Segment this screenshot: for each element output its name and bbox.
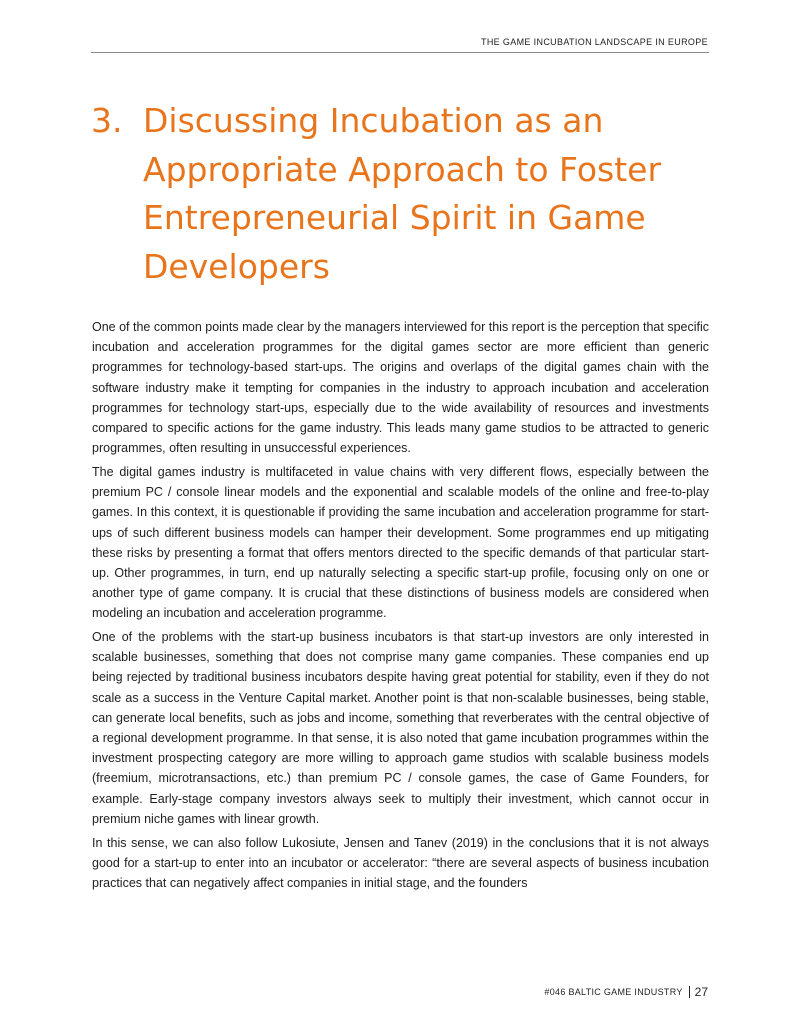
paragraph: The digital games industry is multifaceted in value chains with very different flows, especially between the premium PC / console linear models and the exponential and scalable models of the online and free-to-play games. In this context, it is questionable if providing the same incubation and acceleration programme for start-ups of such different business models can hamper their development. Some programmes end up mitigating these risks by presenting a format that offers mentors directed to the specific demands of that particular start-up. Other programmes, in turn, end up naturally selecting a specific start-up profile, focusing only on one or another type of game company. It is crucial that these distinctions of business models are considered when modeling an incubation and acceleration programme. — [92, 464, 709, 621]
paragraph: One of the common points made clear by the managers interviewed for this report is the perception that specific incubation and acceleration programmes for the digital games sector are more efficient than generic programmes for technology-based start-ups. The origins and overlaps of the digital games chain with the software industry make it tempting for companies in the industry to approach incubation and acceleration programmes for technology start-ups, especially due to the wide availability of resources and investments compared to specific actions for the game industry. This leads many game studios to be attracted to generic programmes, often resulting in unsuccessful experiences. — [92, 320, 709, 456]
footer-publication: #046 BALTIC GAME INDUSTRY — [544, 987, 683, 997]
header-rule — [91, 52, 709, 53]
section-heading — [91, 97, 711, 291]
paragraph: In this sense, we can also follow Lukosiute, Jensen and Tanev (2019) in the conclusions that it is not always good for a start-up to enter into an incubator or accelerator: “there are several aspects of business incubation practices that can negatively affect companies in initial stage, and the founders — [92, 835, 709, 890]
section-title: Discussing Incubation as an Appropriate Approach to Foster Entrepreneurial Spirit in Game Developers — [143, 101, 662, 286]
body-text — [92, 317, 709, 897]
page-number: 27 — [694, 985, 708, 999]
footer-separator — [689, 986, 690, 998]
page-footer — [544, 985, 708, 999]
paragraph: One of the problems with the start-up business incubators is that start-up investors are only interested in scalable businesses, something that does not comprise many game companies. These companies end up being rejected by traditional business incubators despite having great potential for stability, even if they do not scale as a success in the Venture Capital market. Another point is that non-scalable businesses, being stable, can generate local benefits, such as jobs and income, something that reverberates with the central objective of a regional development programme. In that sense, it is also noted that game incubation programmes within the investment prospecting category are more willing to approach game studios with scalable business models (freemium, microtransactions, etc.) than premium PC / console games, the case of Game Founders, for example. Early-stage company investors always seek to multiply their investment, which cannot occur in premium niche games with linear growth. — [92, 630, 709, 826]
running-header: THE GAME INCUBATION LANDSCAPE IN EUROPE — [480, 37, 708, 47]
section-number: 3. — [91, 101, 123, 140]
